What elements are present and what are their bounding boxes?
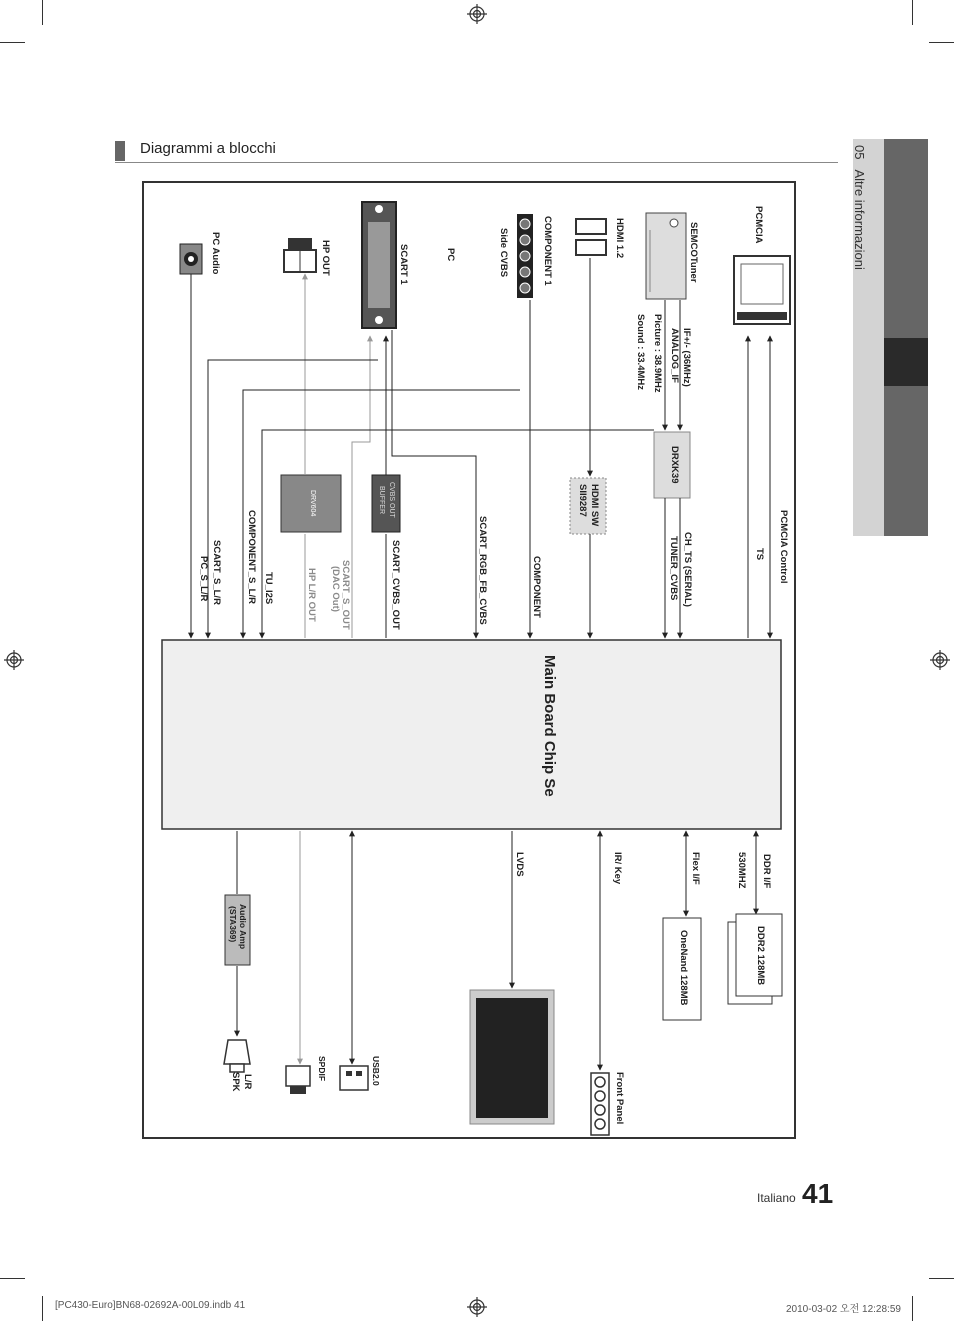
hdmi-switch-block [570,478,606,534]
sound-freq-label: Sound : 33.4MHz [635,314,646,391]
scart-cvbs-out-label: SCART_CVBS_OUT [390,540,401,630]
speaker-icon [224,1040,250,1072]
ddr-label: DDR2 128MB [755,926,766,986]
main-chip-box [162,640,781,829]
front-panel-icon [591,1073,609,1135]
page-number: 41 [802,1178,834,1209]
page-language: Italiano [757,1191,796,1205]
scart-s-out-label: SCART_S_OUT [340,560,351,630]
speaker-label-2: SPK [230,1072,241,1092]
lcd-panel-icon [470,990,554,1124]
ch-ts-label: CH_TS (SERIAL) [682,532,693,607]
pcmcia-label: PCMCIA [753,206,764,244]
onenand-label: OneNand 128MB [678,930,689,1006]
hdmi-switch-label-1: HDMI SW [589,484,600,527]
scart-rgb-label: SCART_RGB_FB_CVBS [477,516,488,625]
front-panel-label: Front Panel [614,1072,625,1125]
section-title: Diagrammi a blocchi [140,140,276,157]
pc-s-lr-label: PC_S_L/R [198,556,209,602]
scart-connector-icon [362,202,396,328]
hp-out-label: HP OUT [320,240,331,276]
audio-amp-label-2: (STA369) [228,906,238,943]
tu-i2s-label: TU_I2S [263,572,274,605]
audio-amp-label-1: Audio Amp [238,904,248,950]
lvds-label: LVDS [514,852,525,877]
scart-label: SCART 1 [398,244,409,285]
mhz530-label: 530MHZ [736,852,747,889]
cvbs-buffer-label-2: BUFFER [378,486,385,514]
component-s-lr-label: COMPONENT_S_L/R [246,510,257,604]
tuner-label: SEMCOTuner [688,222,699,283]
scart-s-lr-label: SCART_S_L/R [211,540,222,605]
picture-freq-label: Picture : 38.9MHz [652,314,663,393]
usb-port-icon [340,1066,368,1090]
hdmi-switch-label-2: SII9287 [577,484,588,517]
main-chip-label: Main Board Chip Se [541,655,558,797]
flex-if-label: Flex I/F [690,852,701,885]
pcmcia-slot-icon [734,256,790,324]
analog-if-label: ANALOG_IF [669,328,680,383]
tuner-cvbs-label: TUNER_CVBS [668,536,679,601]
ddr-if-label: DDR I/F [761,854,772,889]
headphone-jack-icon [284,238,316,272]
pcmcia-control-label: PCMCIA Control [778,510,789,584]
usb-label: USB2.0 [371,1056,381,1086]
print-timestamp: 2010-03-02 오전 12:28:59 [786,1304,901,1315]
hdmi-label: HDMI 1.2 [614,218,625,259]
dac-out-label: (DAC Out) [330,566,341,612]
if-signal-label: IF+/- (36MHz) [681,328,692,387]
cvbs-buffer-block [372,475,400,532]
file-info: [PC430-Euro]BN68-02692A-00L09.indb 41 [55,1300,246,1311]
ir-key-label: IR/ Key [612,852,623,885]
demod-label: DRXK39 [669,446,680,484]
chapter-title: Altre informazioni [852,169,867,270]
side-cvbs-label: Side CVBS [498,228,509,278]
scart-s-out-line [352,336,370,638]
pc-audio-jack-icon [180,244,202,274]
tuner-module-icon [646,213,686,299]
component-bus-label: COMPONENT [531,556,542,618]
drv-label: DRV604 [309,490,316,517]
speaker-label-1: L/R [242,1074,253,1090]
cvbs-buffer-label-1: CVBS OUT [388,482,395,518]
chapter-number: 05 [852,145,867,160]
scart-rgb-line [392,330,476,638]
ts-label: TS [754,548,765,561]
component-label: COMPONENT 1 [542,216,553,286]
hdmi-connector-icon [576,219,606,255]
component-jacks-icon [517,214,533,298]
spdif-label: SPDIF [317,1056,327,1082]
pc-audio-label: PC Audio [210,232,221,275]
pc-label: PC [445,248,456,262]
hp-lr-out-label: HP L/R OUT [306,568,317,622]
spdif-port-icon [286,1066,310,1094]
